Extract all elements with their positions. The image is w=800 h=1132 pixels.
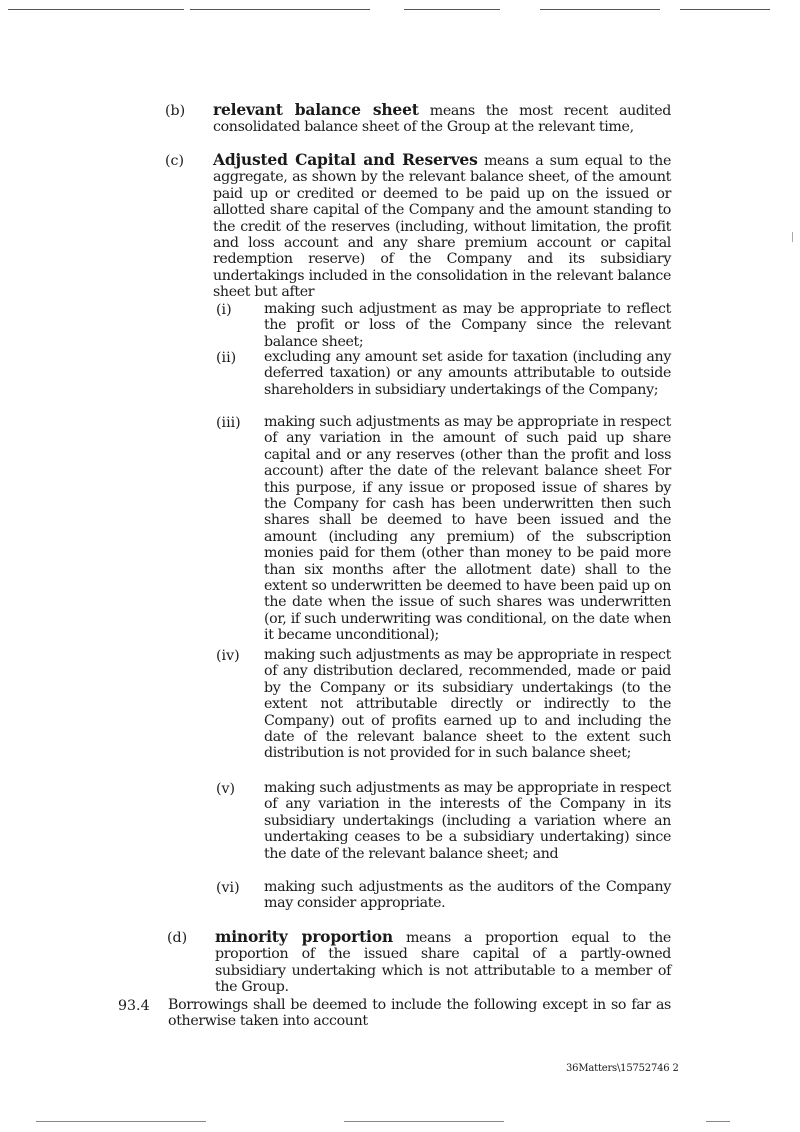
definition-d-term: minority proportion [215,927,393,946]
sub-item-iii-label: (iii) [216,415,241,431]
sub-item-vi-label: (vi) [216,880,240,896]
top-rule-3 [404,9,500,10]
margin-mark [792,232,793,242]
top-rule-4 [540,9,660,10]
definition-b-term: relevant balance sheet [213,100,419,119]
clause-text: Borrowings shall be deemed to include the following except in so far as otherwise taken into account [168,997,671,1030]
definition-c-label: (c) [165,153,185,169]
definition-c-term: Adjusted Capital and Reserves [213,150,478,169]
sub-item-ii: excluding any amount set aside for taxation (including any deferred taxation) or any amounts attributable to outside shareholders in subsidiary undertakings of the Company; [264,349,671,398]
definition-d-label: (d) [167,930,188,946]
definition-b [213,102,671,136]
bottom-rule-3 [706,1121,730,1122]
sub-item-i: making such adjustment as may be appropriate to reflect the profit or loss of the Company since the relevant balance sheet; [264,301,671,350]
sub-item-iii: making such adjustments as may be appropriate in respect of any variation in the amount of such paid up share capital and or any reserves (other than the profit and loss account) after the date of the relevant balance sheet For this purpose, if any issue or proposed issue of shares by the Company for cash has been underwritten then such shares shall be deemed to have been issued and the amount (including any premium) of the subscription monies paid for them (other than money to be paid more than six months after the allotment date) shall to the extent so underwritten be deemed to have been paid up on the date when the issue of such shares was underwritten (or, if such underwriting was conditional, on the date when it became unconditional); [264,414,671,644]
definition-c [213,152,671,301]
sub-item-iv: making such adjustments as may be appropriate in respect of any distribution declared, recommended, made or paid by the Company or its subsidiary undertakings (to the extent not attributable directly or indirectly to the Company) out of profits earned up to and including the date of the relevant balance sheet to the extent such distribution is not provided for in such balance sheet; [264,647,671,762]
sub-item-vi: making such adjustments as the auditors of the Company may consider appropriate. [264,879,671,912]
bottom-rule-2 [344,1121,504,1122]
sub-item-iv-label: (iv) [216,648,240,664]
document-reference: 36Matters\15752746 2 [566,1063,679,1074]
definition-b-text: means the most recent audited consolidated balance sheet of the Group at the relevant time, [213,103,671,136]
top-rule-1 [8,9,184,10]
definition-b-label: (b) [165,103,186,119]
top-rule-2 [190,9,370,10]
sub-item-v-label: (v) [216,781,236,797]
definition-d-text: means a proportion equal to the proportion of the issued share capital of a partly-owned subsidiary undertaking which is not attributable to a member of the Group. [215,930,671,996]
definition-c-text: means a sum equal to the aggregate, as shown by the relevant balance sheet, of the amount paid up or credited or deemed to be paid up on the issued or allotted share capital of the Company and the amount standing to the credit of the reserves (including, without limitation, the profit and loss account and any share premium account or capital redemption reserve) of the Company and its subsidiary undertakings included in the consolidation in the relevant balance sheet but after [213,153,671,301]
definition-d [215,929,671,996]
sub-item-i-label: (i) [216,302,232,318]
sub-item-ii-label: (ii) [216,350,237,366]
bottom-rule-1 [36,1121,206,1122]
top-rule-5 [680,9,770,10]
sub-item-v: making such adjustments as may be appropriate in respect of any variation in the interests of the Company in its subsidiary undertakings (including a variation where an undertaking ceases to be a subsidiary undertaking) since the date of the relevant balance sheet; and [264,780,671,862]
clause-number: 93.4 [118,998,150,1014]
